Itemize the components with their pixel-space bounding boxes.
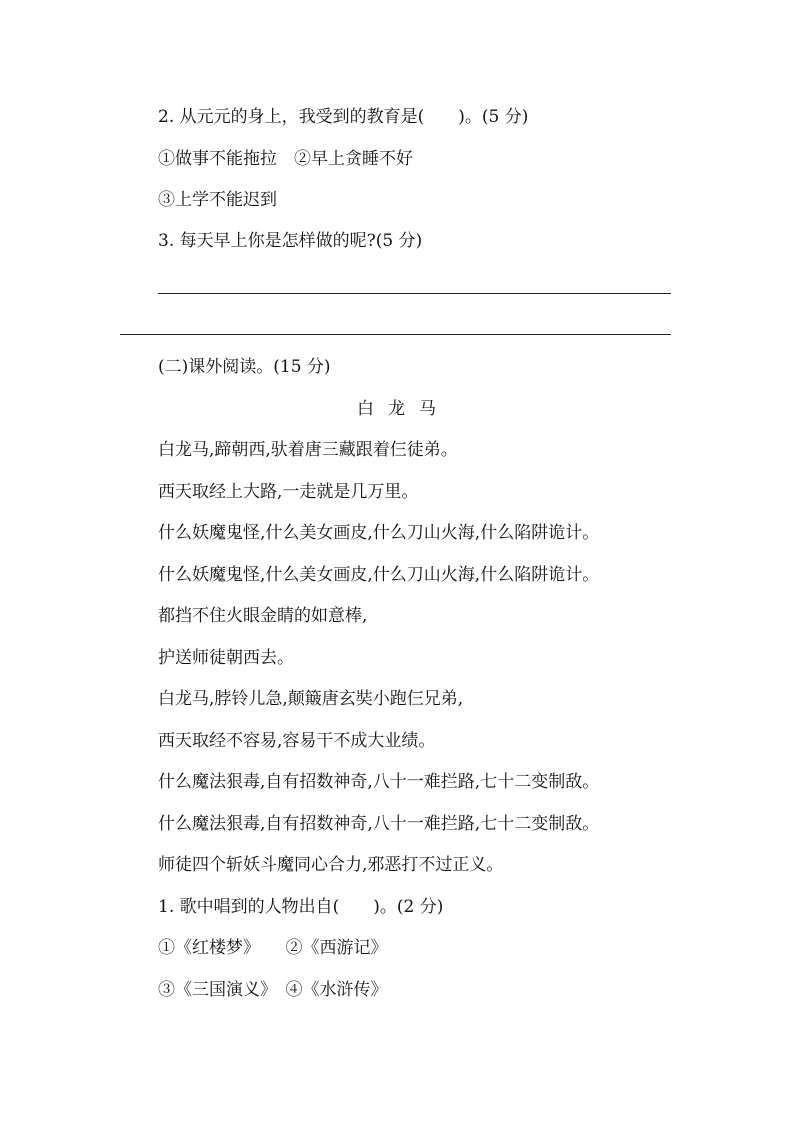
question-2: 2. 从元元的身上，我受到的教育是( )。(5 分) bbox=[158, 107, 529, 127]
poem-line: 什么妖魔鬼怪,什么美女画皮,什么刀山火海,什么陷阱诡计。 bbox=[158, 565, 600, 585]
poem-line: 师徒四个斩妖斗魔同心合力,邪恶打不过正义。 bbox=[158, 855, 504, 875]
question-1: 1. 歌中唱到的人物出自( )。(2 分) bbox=[158, 897, 444, 917]
question-3: 3. 每天早上你是怎样做的呢?(5 分) bbox=[158, 231, 423, 251]
poem-line: 护送师徒朝西去。 bbox=[158, 648, 294, 668]
question-2-options-row-2: ③上学不能迟到 bbox=[158, 190, 277, 210]
poem-title: 白龙马 bbox=[357, 399, 450, 419]
poem-line: 都挡不住火眼金睛的如意棒, bbox=[158, 606, 368, 626]
section-heading: (二)课外阅读。(15 分) bbox=[158, 357, 331, 377]
question-2-options-row-1: ①做事不能拖拉 ②早上贪睡不好 bbox=[158, 149, 413, 169]
poem-line: 白龙马,脖铃儿急,颠簸唐玄奘小跑仨兄弟, bbox=[158, 689, 464, 709]
question-1-options-row-1: ①《红楼梦》 ②《西游记》 bbox=[158, 938, 388, 958]
answer-line-2 bbox=[120, 334, 671, 335]
poem-line: 西天取经不容易,容易干不成大业绩。 bbox=[158, 731, 436, 751]
question-1-options-row-2: ③《三国演义》 ④《水浒传》 bbox=[158, 980, 388, 1000]
poem-line: 西天取经上大路,一走就是几万里。 bbox=[158, 482, 419, 502]
poem-line: 什么妖魔鬼怪,什么美女画皮,什么刀山火海,什么陷阱诡计。 bbox=[158, 523, 600, 543]
answer-line-1 bbox=[158, 293, 671, 294]
poem-line: 什么魔法狠毒,自有招数神奇,八十一难拦路,七十二变制敌。 bbox=[158, 772, 600, 792]
poem-line: 白龙马,蹄朝西,驮着唐三藏跟着仨徒弟。 bbox=[158, 440, 458, 460]
poem-line: 什么魔法狠毒,自有招数神奇,八十一难拦路,七十二变制敌。 bbox=[158, 814, 600, 834]
